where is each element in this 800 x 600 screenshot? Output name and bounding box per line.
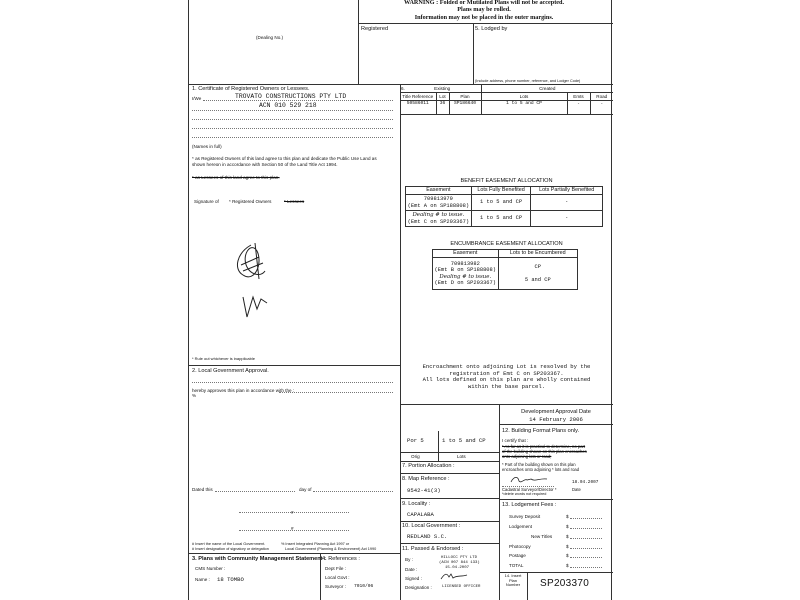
table-row bbox=[406, 211, 603, 227]
warning-line-3: Information may not be placed in the outer margins. bbox=[414, 13, 554, 21]
day-of-label: day of bbox=[299, 487, 312, 492]
survey-plan-sheet bbox=[188, 0, 612, 600]
fee-total-currency: $ bbox=[566, 563, 569, 568]
fee-total-label: TOTAL bbox=[509, 563, 524, 568]
portion-por: Por 5 bbox=[407, 437, 424, 444]
cell-emts: - bbox=[567, 101, 590, 115]
building-format-title: 12. Building Format Plans only. bbox=[502, 428, 580, 434]
portion-lots: 1 to 5 and CP bbox=[442, 437, 486, 444]
owner-name: TROVATO CONSTRUCTIONS PTY LTD bbox=[235, 93, 347, 100]
map-reference-title: 8. Map Reference : bbox=[402, 476, 450, 482]
plan-number-label-2: Plan bbox=[508, 577, 517, 583]
benefit-table bbox=[405, 186, 603, 227]
building-line-1: * As far as it is practical to determine, no part bbox=[502, 444, 586, 449]
table-row bbox=[400, 101, 613, 115]
signature-lessees-label: * Lessees bbox=[284, 199, 305, 204]
benefit-row1-easement-a: 709813979 bbox=[423, 196, 453, 203]
col-road: Road bbox=[590, 93, 613, 101]
local-government-title: 10. Local Government : bbox=[402, 523, 461, 529]
fee-survey-deposit-label: Survey Deposit bbox=[509, 514, 541, 519]
names-in-full-label: (Names in full) bbox=[192, 144, 222, 149]
surveyor-date-label: Date bbox=[572, 487, 581, 492]
lodged-by-note: (Include address, phone number, reference, and Lodger Code) bbox=[475, 79, 581, 83]
warning-line-1: WARNING : Folded or Mutilated Plans will not be accepted. bbox=[403, 0, 565, 6]
surveyor-value: 7010/06 bbox=[354, 584, 374, 589]
building-line-2: of the building shown on this plan encroaches bbox=[502, 449, 587, 454]
building-certify-label: I certify that : bbox=[502, 438, 529, 443]
passed-date-value: 15.04.2007 bbox=[445, 566, 470, 570]
building-line-4: * Part of the building shown on this plan bbox=[502, 462, 576, 467]
col-plan: Plan bbox=[449, 93, 481, 101]
passed-by-label: By : bbox=[405, 557, 413, 562]
registered-label: Registered bbox=[361, 26, 389, 32]
encroachment-line-3: All lots defined on this plan are wholly contained bbox=[422, 376, 591, 384]
owner-signature-icon bbox=[229, 235, 289, 325]
benefit-row2-fully: 1 to 5 and CP bbox=[471, 211, 531, 227]
passed-designation-label: Designation : bbox=[405, 585, 432, 590]
warning-notice bbox=[359, 0, 609, 21]
hash-marker-1: # bbox=[291, 510, 294, 515]
owners-certificate-title: 1. Certificate of Registered Owners or Lessees. bbox=[192, 86, 310, 92]
benefit-row2-easement-b: (Emt C on SP203367) bbox=[407, 218, 470, 225]
cell-title-reference: 50586011 bbox=[400, 101, 436, 115]
benefit-row2-partially: - bbox=[531, 211, 603, 227]
lessees-statement: * as Lessees of this land agree to this plan. bbox=[192, 175, 280, 180]
col-emts: Emts bbox=[567, 93, 590, 101]
benefit-col-easement: Easement bbox=[406, 187, 472, 195]
owners-statement: * as Registered Owners of this land agree to this plan and dedicate the Public Use Land as shown hereon in accordance with Section 50 of the Land Title Act 1994. bbox=[192, 156, 377, 167]
cms-number-label: CMS Number : bbox=[195, 566, 226, 571]
passed-date-label: Date : bbox=[405, 567, 418, 572]
cell-plan: SP186640 bbox=[449, 101, 481, 115]
building-line-5: encroaches onto adjoining * lots and road bbox=[502, 467, 580, 472]
signature-owners-label: * Registered Owners bbox=[229, 199, 272, 204]
rule-out-note: * Rule out whichever is inapplicable bbox=[192, 356, 255, 361]
fee-survey-deposit-currency: $ bbox=[566, 514, 569, 519]
local-government-value: REDLAND S.C. bbox=[407, 533, 448, 540]
encumbrance-row1-easement-a: 709813982 bbox=[450, 261, 480, 268]
benefit-title: BENEFIT EASEMENT ALLOCATION bbox=[460, 178, 553, 184]
encumbrance-col-lots: Lots to be Encumbered bbox=[498, 250, 577, 258]
plan-number-label bbox=[500, 574, 526, 588]
local-gov-approval-title: 2. Local Government Approval. bbox=[192, 368, 269, 374]
surveyor-label: Surveyor : bbox=[325, 584, 346, 589]
passed-by-value: HILLOCC PTY LTD bbox=[441, 556, 478, 560]
lodgement-fees-title: 13. Lodgement Fees : bbox=[502, 502, 557, 508]
encumbrance-row2-easement-b: (Emt D on SP203367) bbox=[434, 279, 497, 286]
dealing-no-label: (Dealing No.) bbox=[256, 35, 284, 40]
encumbrance-easements bbox=[433, 258, 499, 290]
title-table bbox=[400, 84, 613, 115]
encroachment-line-4: within the base parcel. bbox=[467, 382, 546, 390]
fee-new-titles-label: New Titles bbox=[531, 534, 553, 539]
locality-value: CAPALABA bbox=[407, 511, 434, 518]
local-gov-note-2a: # Insert designation of signatory or delegation bbox=[192, 547, 269, 551]
cell-road: - bbox=[590, 101, 613, 115]
passed-endorsed-title: 11. Passed & Endorsed : bbox=[402, 546, 464, 552]
percent-marker: % bbox=[192, 393, 197, 398]
encumbrance-row1-lots: CP bbox=[534, 264, 542, 271]
plan-number-label-1: 14. Insert bbox=[504, 573, 522, 578]
encumbrance-lots bbox=[498, 258, 577, 290]
local-gov-note-1b: % Insert Integrated Planning Act 1997 or bbox=[281, 542, 350, 546]
portion-orig-label: Orig bbox=[411, 454, 420, 459]
passed-designation-value: LICENSED OFFICER bbox=[442, 585, 481, 589]
dev-approval-line-1: Development Approval Date bbox=[521, 409, 591, 415]
encroachment-line-2: registration of Emt C on SP203367. bbox=[449, 369, 564, 377]
encumbrance-row2-lots: 5 and CP bbox=[524, 276, 551, 283]
encumbrance-col-easement: Easement bbox=[433, 250, 499, 258]
fee-lodgement-label: Lodgement bbox=[509, 524, 532, 529]
cms-name-value: 18 TOMBO bbox=[217, 576, 244, 583]
encroachment-line-1: Encroachment onto adjoining Lot is resolved by the bbox=[422, 363, 591, 370]
cell-lots: 1 to 5 and CP bbox=[481, 101, 567, 115]
delete-words-note: *delete words not required bbox=[502, 492, 547, 496]
warning-line-2: Plans may be rolled. bbox=[457, 6, 511, 14]
encroachment-note bbox=[400, 364, 613, 390]
dev-approval bbox=[501, 409, 611, 423]
benefit-row1-easement bbox=[406, 195, 472, 211]
plan-number-value: SP203370 bbox=[540, 578, 590, 589]
passed-signed-label: Signed : bbox=[405, 576, 422, 581]
building-line-3: onto adjoining lots or road; bbox=[502, 454, 552, 459]
dept-file-label: Dept File : bbox=[325, 566, 346, 571]
benefit-row1-partially: - bbox=[531, 195, 603, 211]
cell-lot: 36 bbox=[436, 101, 449, 115]
encumbrance-title: ENCUMBRANCE EASEMENT ALLOCATION bbox=[450, 241, 563, 247]
hash-marker-2: # bbox=[291, 526, 294, 531]
map-reference-value: 9542-41(3) bbox=[407, 487, 441, 494]
section-6-label: 6. bbox=[401, 85, 405, 91]
benefit-col-partially: Lots Partially Benefited bbox=[531, 187, 603, 195]
benefit-row1-easement-b: (Emt A on SP188808) bbox=[407, 202, 470, 209]
surveyor-director-label: Cadastral Surveyor/Director * bbox=[502, 487, 557, 492]
owner-acn: ACN 010 529 218 bbox=[259, 102, 317, 109]
plan-number-label-3: Number bbox=[505, 582, 521, 588]
table-row bbox=[433, 258, 578, 290]
fee-new-titles-currency: $ bbox=[566, 534, 569, 539]
passed-by-acn: (ACN 007 844 133) bbox=[439, 561, 480, 565]
benefit-row1-fully: 1 to 5 and CP bbox=[471, 195, 531, 211]
fee-postage-label: Postage bbox=[509, 553, 526, 558]
fee-lodgement-currency: $ bbox=[566, 524, 569, 529]
surveyor-date-value: 18.04.2007 bbox=[572, 480, 599, 485]
benefit-row2-easement bbox=[406, 211, 472, 227]
references-title: 4. References : bbox=[322, 556, 360, 562]
community-title: 3. Plans with Community Management Statement : bbox=[192, 556, 326, 562]
lodged-by-label: 5. Lodged by bbox=[475, 26, 508, 32]
fee-postage-currency: $ bbox=[566, 553, 569, 558]
dated-this-label: Dated this bbox=[192, 487, 213, 492]
local-gov-note-2b: Local Government (Planning & Environment) Act 1990 bbox=[285, 547, 377, 551]
encumbrance-table bbox=[432, 249, 578, 290]
local-gov-hereby: hereby approves this plan in accordance with the : bbox=[192, 388, 295, 393]
cms-name-label: Name : bbox=[195, 577, 210, 582]
created-header: Created bbox=[481, 85, 613, 93]
fee-photocopy-currency: $ bbox=[566, 544, 569, 549]
table-row bbox=[406, 195, 603, 211]
col-lot: Lot bbox=[436, 93, 449, 101]
encumbrance-row2-easement-a: Dealing # to issue. bbox=[439, 273, 492, 280]
local-govt-label: Local Govt : bbox=[325, 575, 350, 580]
portion-allocation-title: 7. Portion Allocation : bbox=[402, 463, 455, 469]
benefit-row2-easement-a: Dealing # to issue. bbox=[412, 212, 465, 219]
portion-lots-label: Lots bbox=[457, 454, 466, 459]
i-we-label: I/We bbox=[192, 96, 202, 101]
existing-label: Existing bbox=[434, 85, 451, 91]
col-title-reference: Title Reference bbox=[400, 93, 436, 101]
encumbrance-row1-easement-b: (Emt B on SP188808) bbox=[434, 267, 497, 274]
fee-photocopy-label: Photocopy bbox=[509, 544, 531, 549]
col-lots: Lots bbox=[481, 93, 567, 101]
existing-header bbox=[400, 85, 481, 93]
surveyor-signature-icon bbox=[509, 474, 549, 486]
local-gov-note-1a: # Insert the name of the Local Government. bbox=[192, 542, 266, 546]
signature-label: Signature of bbox=[194, 199, 219, 204]
locality-title: 9. Locality : bbox=[402, 501, 431, 507]
dev-approval-date: 14 February 2006 bbox=[529, 416, 583, 423]
endorsement-signature-icon bbox=[439, 571, 469, 581]
benefit-col-fully: Lots Fully Benefited bbox=[471, 187, 531, 195]
